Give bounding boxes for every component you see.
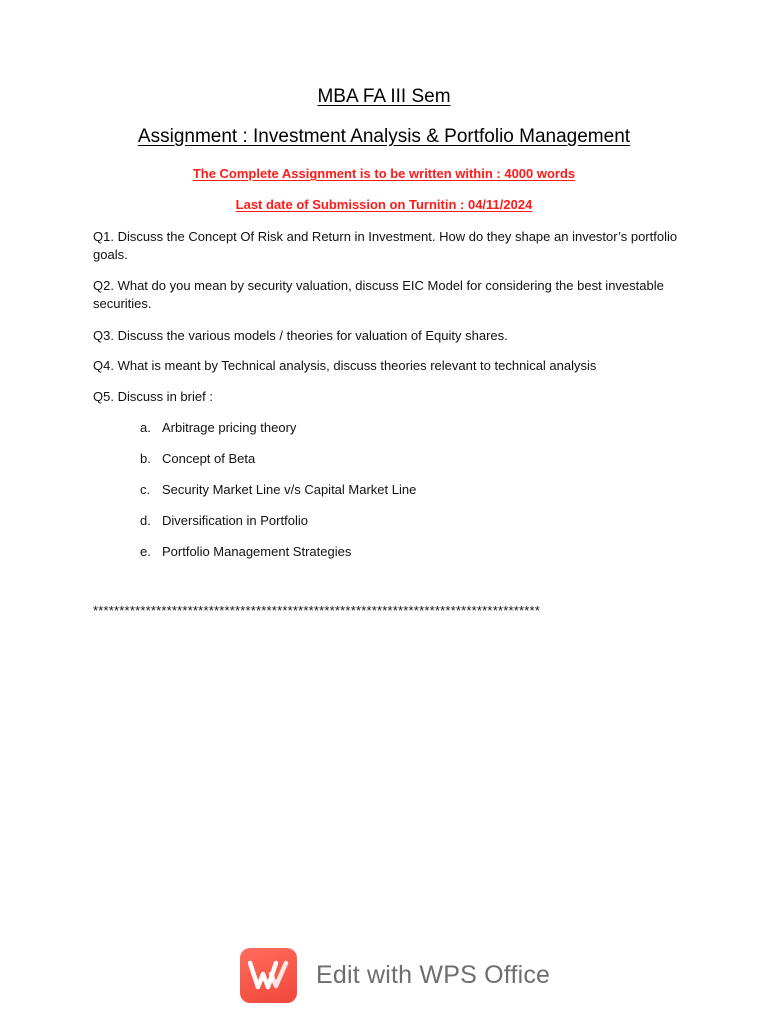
separator-line: ************************************************************************************* bbox=[93, 603, 541, 618]
assignment-title: Assignment : Investment Analysis & Portfolio Management bbox=[137, 126, 631, 147]
q5-item-c bbox=[140, 481, 416, 499]
wps-watermark-label: Edit with WPS Office bbox=[316, 961, 551, 989]
q5-item-b bbox=[140, 450, 255, 468]
q5-item-a bbox=[140, 419, 296, 437]
q5-item-text: Concept of Beta bbox=[162, 451, 256, 466]
q5-item-e bbox=[140, 543, 351, 561]
q5-item-letter: a. bbox=[140, 420, 151, 435]
q5-item-letter: c. bbox=[140, 482, 151, 497]
q5-item-text: Security Market Line v/s Capital Market Line bbox=[162, 482, 417, 497]
course-title: MBA FA III Sem bbox=[317, 86, 451, 107]
word-limit-notice: The Complete Assignment is to be written within : 4000 words bbox=[192, 166, 576, 181]
question-4: Q4. What is meant by Technical analysis, discuss theories relevant to technical analysis bbox=[93, 358, 597, 373]
question-2: Q2. What do you mean by security valuation, discuss EIC Model for considering the best investable securities. bbox=[93, 278, 664, 311]
question-3: Q3. Discuss the various models / theories for valuation of Equity shares. bbox=[93, 328, 508, 343]
q5-item-letter: b. bbox=[140, 451, 151, 466]
wps-office-logo-icon bbox=[240, 948, 297, 1003]
deadline-notice: Last date of Submission on Turnitin : 04/11/2024 bbox=[235, 197, 533, 212]
q5-item-text: Portfolio Management Strategies bbox=[162, 544, 352, 559]
question-5: Q5. Discuss in brief : bbox=[93, 389, 213, 404]
q5-item-text: Diversification in Portfolio bbox=[162, 513, 308, 528]
q5-item-letter: e. bbox=[140, 544, 151, 559]
q5-item-text: Arbitrage pricing theory bbox=[162, 420, 297, 435]
q5-item-d bbox=[140, 512, 308, 530]
question-1: Q1. Discuss the Concept Of Risk and Return in Investment. How do they shape an investor’s portfolio goals. bbox=[93, 229, 678, 262]
wps-watermark[interactable] bbox=[240, 948, 550, 1003]
q5-item-letter: d. bbox=[140, 513, 151, 528]
